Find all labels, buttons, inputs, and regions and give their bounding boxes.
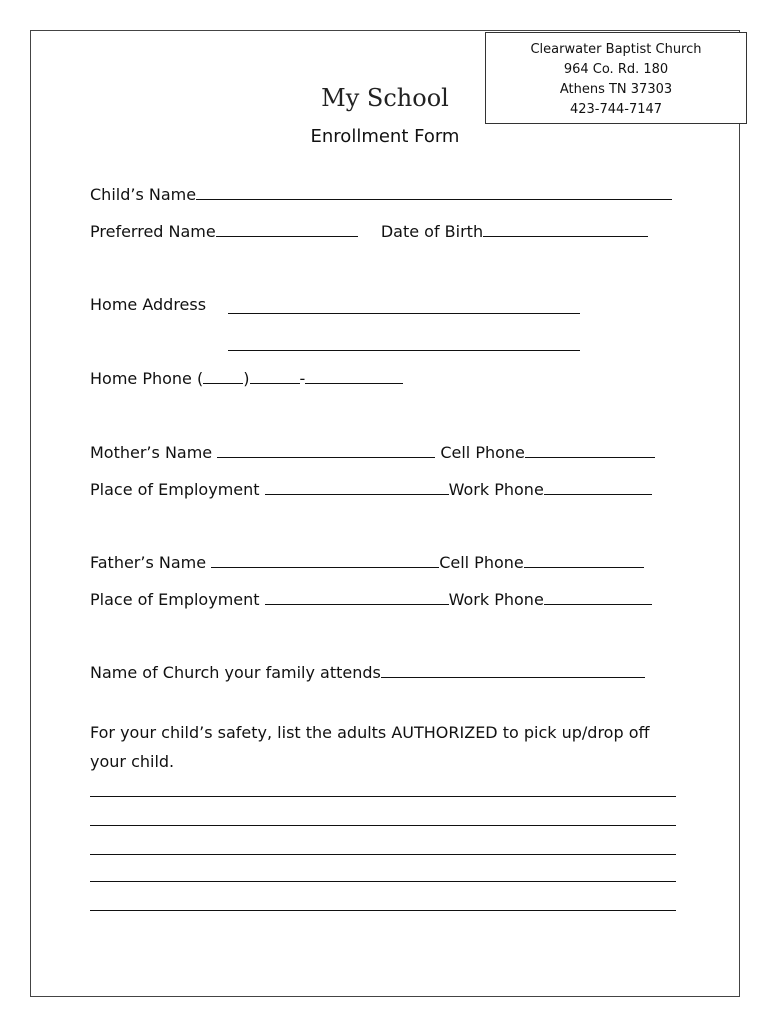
home-address-line-2[interactable]: [228, 350, 580, 351]
mother-name-row: [90, 441, 655, 465]
home-phone-row: [90, 367, 403, 391]
father-cell-line[interactable]: [524, 551, 644, 568]
authorized-adult-line-2[interactable]: [90, 825, 676, 826]
preferred-name-line[interactable]: [216, 220, 358, 237]
father-employment-line[interactable]: [265, 588, 449, 605]
church-attends-row: [90, 661, 645, 685]
father-employment-row: [90, 588, 652, 612]
authorized-adult-line-4[interactable]: [90, 881, 676, 882]
mother-employment-line[interactable]: [265, 478, 449, 495]
father-name-row: [90, 551, 644, 575]
home-address-line-1[interactable]: [228, 313, 580, 314]
home-phone-number-line[interactable]: [305, 367, 403, 384]
mother-name-line[interactable]: [217, 441, 435, 458]
home-phone-close-paren: ): [243, 369, 250, 388]
mother-name-label: Mother’s Name: [90, 443, 213, 462]
mother-cell-label: Cell Phone: [440, 443, 525, 462]
home-address-row: [90, 293, 206, 317]
father-name-line[interactable]: [211, 551, 439, 568]
authorized-instructions: For your child’s safety, list the adults AUTHORIZED to pick up/drop off your child.: [90, 723, 650, 771]
church-attends-line[interactable]: [381, 661, 645, 678]
form-title: Enrollment Form: [310, 126, 460, 147]
home-phone-area-code-line[interactable]: [203, 367, 243, 384]
church-attends-label: Name of Church your family attends: [90, 663, 381, 682]
date-of-birth-line[interactable]: [483, 220, 648, 237]
authorized-adult-line-5[interactable]: [90, 910, 676, 911]
child-name-line[interactable]: [196, 183, 672, 200]
mother-employment-row: [90, 478, 652, 502]
father-work-phone-label: Work Phone: [448, 590, 544, 609]
father-employment-label: Place of Employment: [90, 590, 260, 609]
mother-work-phone-line[interactable]: [544, 478, 652, 495]
home-phone-prefix-line[interactable]: [250, 367, 300, 384]
home-phone-label: Home Phone: [90, 369, 192, 388]
authorized-adult-line-1[interactable]: [90, 796, 676, 797]
church-phone: 423-744-7147: [569, 102, 663, 117]
church-street: 964 Co. Rd. 180: [563, 62, 669, 77]
mother-cell-line[interactable]: [525, 441, 655, 458]
preferred-name-label: Preferred Name: [90, 222, 216, 241]
form-page: [30, 30, 740, 997]
child-name-row: [90, 183, 672, 207]
father-name-label: Father’s Name: [90, 553, 207, 572]
father-cell-label: Cell Phone: [439, 553, 524, 572]
preferred-dob-row: [90, 220, 648, 244]
church-info-box: [485, 32, 747, 124]
home-phone-open-paren: (: [197, 369, 204, 388]
church-name: Clearwater Baptist Church: [530, 42, 702, 57]
mother-employment-label: Place of Employment: [90, 480, 260, 499]
father-work-phone-line[interactable]: [544, 588, 652, 605]
home-phone-dash: -: [299, 369, 306, 388]
child-name-label: Child’s Name: [90, 185, 197, 204]
church-city: Athens TN 37303: [559, 82, 673, 97]
school-name: My School: [321, 84, 449, 112]
date-of-birth-label: Date of Birth: [380, 222, 484, 241]
mother-work-phone-label: Work Phone: [448, 480, 544, 499]
home-address-label: Home Address: [90, 295, 207, 314]
authorized-adult-line-3[interactable]: [90, 854, 676, 855]
